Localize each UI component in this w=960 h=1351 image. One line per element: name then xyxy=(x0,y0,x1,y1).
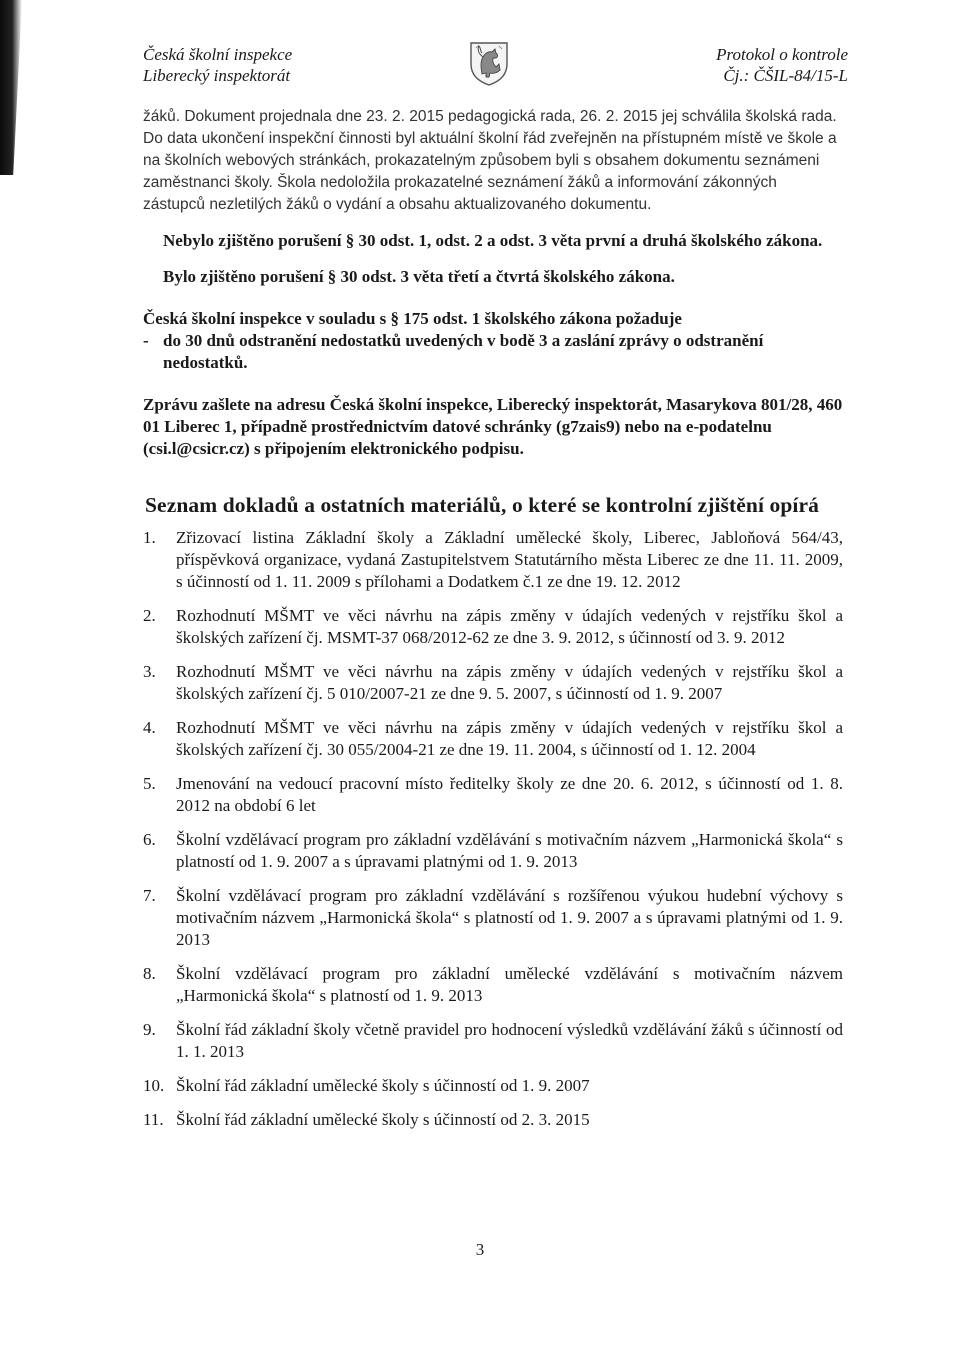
list-item-number: 1. xyxy=(143,528,156,547)
list-item-number: 7. xyxy=(143,886,156,905)
list-item-text: Školní vzdělávací program pro základní vzdělávání s rozšířenou výukou hudební výchovy s motivačním názvem „Harmonická škola“ s platností od 1. 9. 2007 a s úpravami platnými od 1. 9. 2013 xyxy=(176,886,843,949)
list-item-number: 4. xyxy=(143,718,156,737)
list-item xyxy=(143,773,843,817)
page-number: 3 xyxy=(475,1240,485,1259)
list-item xyxy=(143,605,843,649)
org-name: Česká školní inspekce xyxy=(143,45,293,64)
requirement-text: do 30 dnů odstranění nedostatků uvedených v bodě 3 a zaslání zprávy o odstranění nedostatků. xyxy=(163,331,764,372)
list-item-text: Školní vzdělávací program pro základní umělecké vzdělávání s motivačním názvem „Harmonická škola“ s platností od 1. 9. 2013 xyxy=(176,964,843,1005)
coat-of-arms-lion-icon xyxy=(468,40,510,86)
header-document-info xyxy=(716,44,848,86)
paragraph-discussion: žáků. Dokument projednala dne 23. 2. 2015 pedagogická rada, 26. 2. 2015 jej schválila školská rada. xyxy=(143,108,837,125)
list-item xyxy=(143,1075,843,1097)
list-item xyxy=(143,717,843,761)
list-item-number: 3. xyxy=(143,662,156,681)
list-item-text: Školní řád základní umělecké školy s účinností od 1. 9. 2007 xyxy=(176,1076,590,1095)
list-item xyxy=(143,885,843,951)
list-item-text: Školní vzdělávací program pro základní vzdělávání s motivačním názvem „Harmonická škola“ s platností od 1. 9. 2007 a s úpravami platnými od 1. 9. 2013 xyxy=(176,830,843,871)
list-item-number: 10. xyxy=(143,1076,165,1095)
send-report-instruction: Zprávu zašlete na adresu Česká školní inspekce, Liberecký inspektorát, Masarykova 801/28, 460 01 Liberec 1, případně prostřednictvím datové schránky (g7zais9) nebo na e-podatelnu (csi.l@csicr.cz) s připojením elektronického podpisu. xyxy=(143,395,843,458)
list-item xyxy=(143,661,843,705)
page-header xyxy=(143,44,848,94)
list-item xyxy=(143,829,843,873)
list-item-text: Rozhodnutí MŠMT ve věci návrhu na zápis změny v údajích vedených v rejstříku škol a školských zařízení čj. 30 055/2004-21 ze dne 19. 11. 2004, s účinností od 1. 12. 2004 xyxy=(176,718,843,759)
org-branch: Liberecký inspektorát xyxy=(143,66,291,85)
header-organization xyxy=(143,44,292,86)
finding-no-violation: Nebylo zjištěno porušení § 30 odst. 1, odst. 2 a odst. 3 věta první a druhá školského zákona. xyxy=(163,231,823,250)
list-item-text: Rozhodnutí MŠMT ve věci návrhu na zápis změny v údajích vedených v rejstříku škol a školských zařízení čj. 5 010/2007-21 ze dne 9. 5. 2007, s účinností od 1. 9. 2007 xyxy=(176,662,843,703)
paragraph-school-rules: Do data ukončení inspekční činnosti byl aktuální školní řád zveřejněn na přístupném místě ve škole a na školních webových stránkách, prokazatelným způsobem byli s obsahem dokumentu seznámeni zaměstnanci školy. Škola nedoložila prokazatelné seznámení žáků a informování zákonných zástupců nezletilých žáků o vydání a obsahu aktualizovaného dokumentu. xyxy=(143,130,837,213)
list-item-number: 9. xyxy=(143,1020,156,1039)
list-item-number: 2. xyxy=(143,606,156,625)
list-item xyxy=(143,963,843,1007)
requirement-item xyxy=(143,330,843,374)
finding-violation: Bylo zjištěno porušení § 30 odst. 3 věta třetí a čtvrtá školského zákona. xyxy=(163,267,675,286)
list-item-text: Školní řád základní umělecké školy s účinností od 2. 3. 2015 xyxy=(176,1110,590,1129)
list-item-text: Jmenování na vedoucí pracovní místo ředitelky školy ze dne 20. 6. 2012, s účinností od 1. 8. 2012 na období 6 let xyxy=(176,774,843,815)
document-title: Protokol o kontrole xyxy=(716,45,848,64)
list-item xyxy=(143,527,843,593)
list-dash: - xyxy=(143,331,149,350)
list-item-number: 11. xyxy=(143,1110,164,1129)
list-item-text: Zřizovací listina Základní školy a Základní umělecké školy, Liberec, Jabloňová 564/43, příspěvková organizace, vydaná Zastupitelstvem Statutárního města Liberec ze dne 11. 11. 2009, s účinností od 1. 11. 2009 s přílohami a Dodatkem č.1 ze dne 19. 12. 2012 xyxy=(176,528,843,591)
page-content xyxy=(143,106,843,1143)
supporting-documents-list xyxy=(143,527,843,1131)
list-item xyxy=(143,1109,843,1131)
list-item xyxy=(143,1019,843,1063)
list-item-text: Rozhodnutí MŠMT ve věci návrhu na zápis změny v údajích vedených v rejstříku škol a školských zařízení čj. MSMT-37 068/2012-62 ze dne 3. 9. 2012, s účinností od 3. 9. 2012 xyxy=(176,606,843,647)
list-item-text: Školní řád základní školy včetně pravidel pro hodnocení výsledků vzdělávání žáků s účinností od 1. 1. 2013 xyxy=(176,1020,843,1061)
requirement-intro: Česká školní inspekce v souladu s § 175 odst. 1 školského zákona požaduje xyxy=(143,309,682,328)
list-item-number: 5. xyxy=(143,774,156,793)
section-title: Seznam dokladů a ostatních materiálů, o které se kontrolní zjištění opírá xyxy=(145,493,819,517)
document-reference: Čj.: ČŠIL-84/15-L xyxy=(723,66,848,85)
list-item-number: 8. xyxy=(143,964,156,983)
scan-shadow-edge xyxy=(0,0,22,175)
list-item-number: 6. xyxy=(143,830,156,849)
